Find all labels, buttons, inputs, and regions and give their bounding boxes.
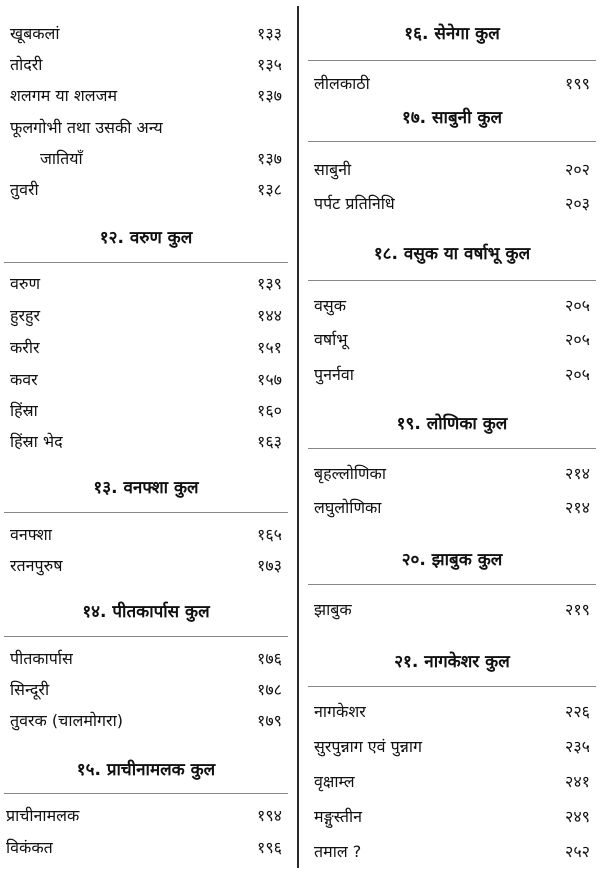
toc-entry[interactable] (304, 156, 600, 184)
section-rule (4, 512, 288, 513)
toc-entry-page: १९९ (565, 74, 590, 93)
toc-entry[interactable] (304, 292, 600, 320)
toc-entry-page: १३८ (257, 180, 282, 199)
section-rule (308, 448, 596, 449)
toc-entry-title: मङ्गुस्तीन (314, 807, 363, 826)
section-heading: १८. वसुक या वर्षाभू कुल (373, 244, 531, 264)
toc-entry[interactable] (0, 176, 292, 204)
toc-entry[interactable] (0, 707, 292, 735)
section-rule (308, 141, 596, 142)
toc-entry-title: तोदरी (10, 55, 43, 74)
toc-entry-page: १३५ (257, 55, 282, 74)
toc-entry[interactable] (304, 803, 600, 831)
toc-entry[interactable] (0, 270, 292, 298)
toc-entry-page: १३९ (257, 274, 282, 293)
toc-entry[interactable] (0, 645, 292, 673)
toc-entry-title: प्राचीनामलक (6, 806, 80, 825)
toc-entry[interactable] (0, 552, 292, 580)
toc-entry-title: फूलगोभी तथा उसकी अन्य (10, 118, 163, 137)
toc-entry-title: रतनपुरुष (10, 556, 63, 575)
section-rule (308, 686, 596, 687)
toc-entry-title: पर्पट प्रतिनिधि (314, 194, 395, 213)
toc-entry[interactable] (0, 676, 292, 704)
toc-entry-page: २२६ (565, 702, 590, 721)
toc-entry-title: तमाल ? (314, 842, 362, 861)
toc-entry[interactable] (304, 838, 600, 866)
toc-entry[interactable] (0, 302, 292, 330)
toc-entry-page: २०५ (565, 365, 590, 384)
toc-entry-page: १५१ (257, 338, 282, 357)
toc-entry-title: वसुक (314, 296, 347, 315)
section-heading: १७. साबुनी कुल (402, 108, 502, 128)
toc-entry-page: १७८ (257, 680, 282, 699)
toc-entry-page: २३५ (565, 737, 590, 756)
toc-entry[interactable] (0, 145, 292, 173)
toc-entry-title: वर्षाभू (314, 330, 348, 349)
section-rule (308, 60, 596, 61)
section-rule (4, 262, 288, 263)
toc-entry-page: १६५ (257, 525, 282, 544)
toc-entry-title: पुनर्नवा (314, 365, 354, 384)
toc-entry-title: करीर (10, 338, 40, 357)
toc-entry-page: १६० (257, 401, 282, 420)
toc-entry-title: जातियाँ (40, 149, 83, 168)
toc-entry-title: साबुनी (314, 160, 352, 179)
toc-entry-page: २१४ (565, 464, 590, 483)
toc-entry-title: हिंस्रा (10, 401, 38, 420)
toc-entry-title: सुरपुन्नाग एवं पुन्नाग (314, 737, 422, 756)
toc-entry-page: २०३ (565, 194, 590, 213)
toc-entry-title: वनफ्शा (10, 525, 52, 544)
toc-entry[interactable] (0, 428, 292, 456)
section-heading: १५. प्राचीनामलक कुल (76, 760, 216, 780)
toc-entry[interactable] (304, 361, 600, 389)
toc-entry-page: १९६ (257, 838, 282, 857)
toc-entry-title: खूबकलां (10, 24, 60, 43)
toc-entry-page: १३७ (257, 149, 282, 168)
toc-entry-title: शलगम या शलजम (10, 86, 118, 105)
toc-entry[interactable] (0, 802, 292, 830)
toc-entry-page: २१४ (565, 498, 590, 517)
section-rule (4, 636, 288, 637)
toc-entry-page: १४४ (257, 306, 282, 325)
toc-entry-title: लीलकाठी (314, 74, 370, 93)
toc-entry-page: १७९ (257, 711, 282, 730)
section-heading: १२. वरुण कुल (99, 228, 193, 248)
toc-entry-page: २०२ (565, 160, 590, 179)
toc-entry-title: हिंस्रा भेद (10, 432, 63, 451)
toc-entry[interactable] (0, 114, 292, 142)
toc-entry[interactable] (0, 20, 292, 48)
toc-entry-page: १३३ (257, 24, 282, 43)
toc-entry-title: सिन्दूरी (10, 680, 50, 699)
section-heading: १३. वनफ्शा कुल (93, 478, 199, 498)
toc-entry-page: २१९ (565, 600, 590, 619)
toc-entry-page: २०५ (565, 330, 590, 349)
section-heading: २१. नागकेशर कुल (394, 652, 510, 672)
toc-entry-page: १६३ (257, 432, 282, 451)
toc-entry[interactable] (0, 521, 292, 549)
section-rule (4, 793, 288, 794)
section-rule (308, 584, 596, 585)
toc-entry-title: विकंकत (6, 838, 53, 857)
toc-entry-page: १७३ (257, 556, 282, 575)
toc-entry-title: कवर (10, 370, 38, 389)
toc-entry[interactable] (304, 733, 600, 761)
toc-entry[interactable] (304, 596, 600, 624)
toc-entry-page: १५७ (257, 370, 282, 389)
toc-entry[interactable] (304, 70, 600, 98)
toc-entry-title: नागकेशर (314, 702, 366, 721)
toc-entry[interactable] (304, 698, 600, 726)
toc-entry[interactable] (0, 51, 292, 79)
section-heading: १९. लोणिका कुल (396, 414, 508, 434)
section-heading: १४. पीतकार्पास कुल (82, 602, 210, 622)
toc-entry[interactable] (0, 397, 292, 425)
toc-entry[interactable] (304, 326, 600, 354)
toc-entry[interactable] (304, 190, 600, 218)
toc-entry-page: १९४ (257, 806, 282, 825)
column-divider (297, 6, 299, 868)
section-heading: १६. सेनेगा कुल (404, 24, 500, 44)
toc-entry-title: वरुण (10, 274, 41, 293)
toc-entry-title: लघुलोणिका (314, 498, 382, 517)
section-rule (308, 280, 596, 281)
toc-entry-title: तुवरी (10, 180, 39, 199)
toc-entry-title: तुवरक (चालमोगरा) (10, 711, 123, 730)
toc-entry-page: २०५ (565, 296, 590, 315)
toc-entry-page: १३७ (257, 86, 282, 105)
toc-entry-page: १७६ (257, 649, 282, 668)
toc-entry[interactable] (304, 494, 600, 522)
toc-entry[interactable] (0, 834, 292, 862)
toc-entry[interactable] (0, 82, 292, 110)
toc-entry[interactable] (304, 768, 600, 796)
toc-entry-title: बृहल्लोणिका (314, 464, 386, 483)
toc-entry-title: हुरहुर (10, 306, 41, 325)
section-heading: २०. झाबुक कुल (401, 550, 503, 570)
toc-entry-title: पीतकार्पास (10, 649, 73, 668)
toc-entry[interactable] (0, 366, 292, 394)
toc-entry-page: २५२ (565, 842, 590, 861)
toc-entry[interactable] (304, 460, 600, 488)
toc-entry-title: झाबुक (314, 600, 352, 619)
toc-entry[interactable] (0, 334, 292, 362)
toc-entry-page: २४९ (565, 807, 590, 826)
toc-entry-page: २४१ (565, 772, 590, 791)
toc-entry-title: वृक्षाम्ल (314, 772, 355, 791)
